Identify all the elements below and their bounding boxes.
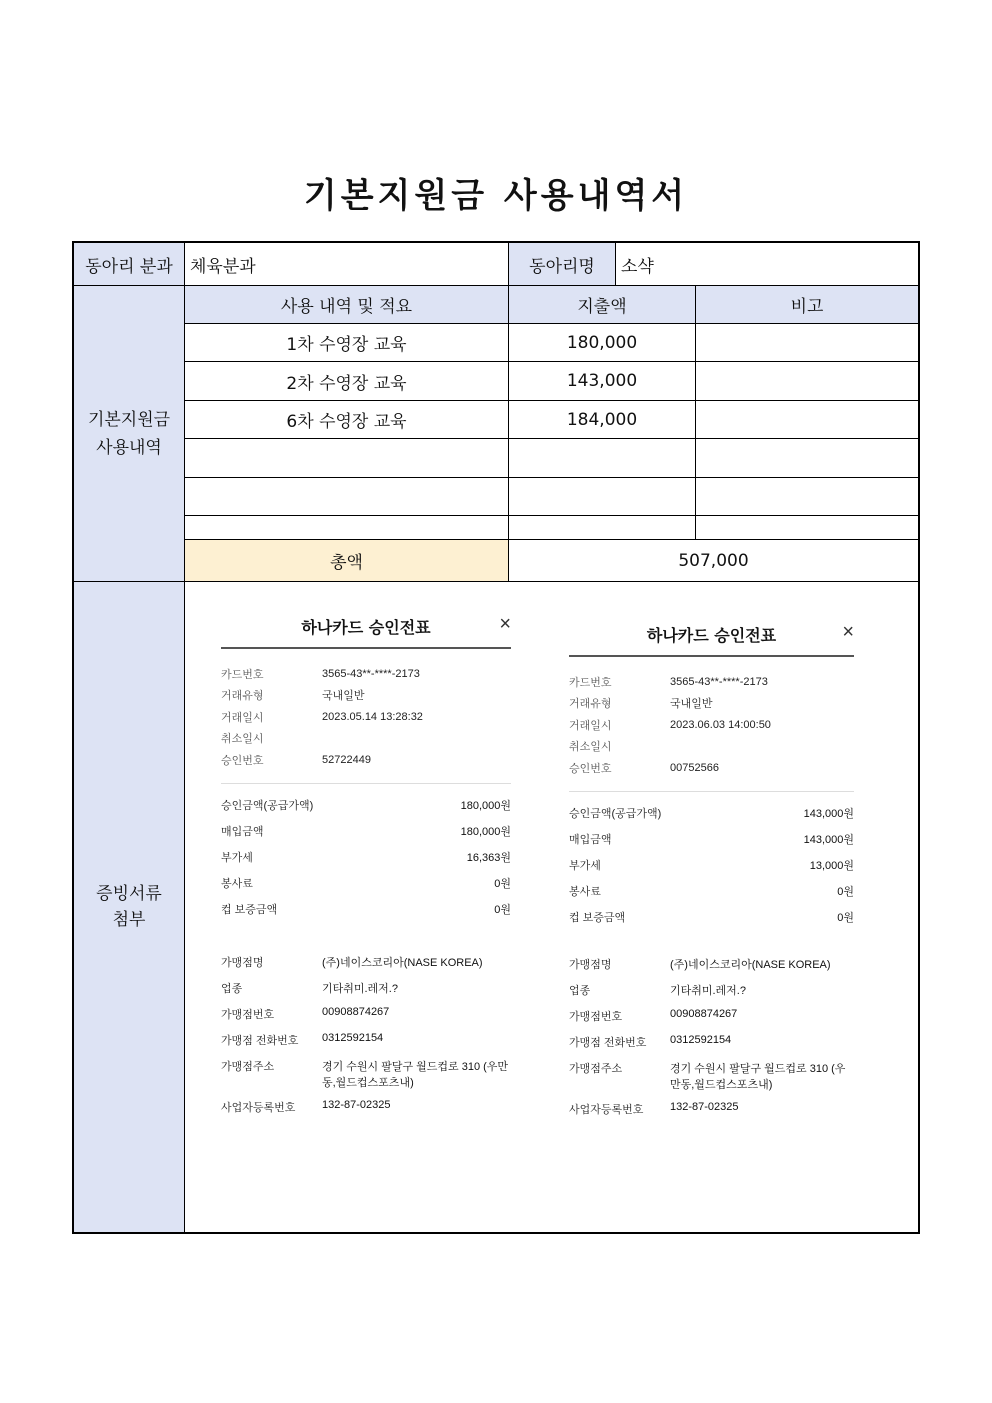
- amount-value: 0원: [494, 877, 511, 890]
- info-value: 국내일반: [670, 698, 713, 711]
- merchant-label: 가맹점 전화번호: [221, 1034, 299, 1047]
- receipt-amount-row: [569, 852, 854, 878]
- receipt-info-row: [569, 736, 854, 758]
- table-row-3-description: 6차 수영장 교육: [185, 401, 509, 439]
- amount-value: 180,000원: [460, 799, 511, 812]
- receipt-merchant-row: [569, 1028, 854, 1054]
- receipt-info-row: [221, 706, 511, 728]
- close-icon[interactable]: ×: [842, 621, 854, 643]
- info-label: 거래일시: [221, 711, 264, 724]
- amount-label: 봉사료: [569, 885, 601, 898]
- table-row-2-note: [696, 362, 918, 401]
- table-row-5-description: [185, 478, 509, 516]
- table-row-2-description: 2차 수영장 교육: [185, 362, 509, 401]
- table-row-4-amount: [509, 439, 696, 478]
- receipt-header: [569, 617, 854, 657]
- receipt-info-row: [221, 663, 511, 685]
- receipt-info-row: [221, 685, 511, 707]
- info-label: 취소일시: [569, 741, 612, 754]
- column-header-amount: 지출액: [509, 286, 696, 324]
- amount-value: 143,000원: [803, 807, 854, 820]
- info-value: 00752566: [670, 761, 719, 774]
- column-header-note: 비고: [696, 286, 918, 324]
- receipt-amount-row: [221, 844, 511, 870]
- receipt-merchant-row: [221, 1093, 511, 1119]
- receipt-amount-row: [569, 904, 854, 930]
- amount-value: 143,000원: [803, 833, 854, 846]
- receipt-merchant-row: [569, 1002, 854, 1028]
- merchant-label: 사업자등록번호: [221, 1101, 296, 1114]
- club-division-label: 동아리 분과: [74, 243, 185, 286]
- usage-section-label-line1: 기본지원금: [87, 409, 171, 430]
- receipt-amount-row: [221, 896, 511, 922]
- amount-label: 부가세: [221, 851, 253, 864]
- receipt-title: 하나카드 승인전표: [646, 626, 777, 645]
- total-label: 총액: [185, 540, 509, 582]
- merchant-value: 경기 수원시 팔달구 월드컵로 310 (우만동,월드컵스포츠내): [670, 1062, 846, 1091]
- receipt-info-row: [569, 693, 854, 715]
- merchant-value: 0312592154: [322, 1031, 384, 1044]
- info-label: 거래유형: [569, 698, 612, 711]
- table-row-4-description: [185, 439, 509, 478]
- table-row-1-description: 1차 수영장 교육: [185, 324, 509, 362]
- merchant-value: 기타취미.레저.?: [322, 982, 398, 995]
- column-header-description: 사용 내역 및 적요: [185, 286, 509, 324]
- merchant-value: (주)네이스코리아(NASE KOREA): [670, 958, 831, 971]
- receipt-title: 하나카드 승인전표: [301, 618, 431, 637]
- receipt-amount-row: [569, 800, 854, 826]
- amount-label: 매입금액: [221, 825, 264, 838]
- table-row-6-amount: [509, 516, 696, 540]
- merchant-value: 132-87-02325: [322, 1098, 391, 1111]
- table-row-6-note: [696, 516, 918, 540]
- merchant-label: 업종: [569, 984, 591, 997]
- amount-value: 0원: [837, 911, 854, 924]
- merchant-value: 기타취미.레저.?: [670, 984, 746, 997]
- table-row-3-note: [696, 401, 918, 439]
- info-label: 거래일시: [569, 719, 612, 732]
- receipt-amount-row: [221, 870, 511, 896]
- merchant-value: (주)네이스코리아(NASE KOREA): [322, 956, 483, 969]
- amount-value: 180,000원: [460, 825, 511, 838]
- receipt-info-row: [569, 714, 854, 736]
- receipt-merchant-row: [569, 950, 854, 976]
- table-row-5-amount: [509, 478, 696, 516]
- info-value: 2023.06.03 14:00:50: [670, 718, 771, 731]
- card-receipt-2: [569, 617, 854, 1121]
- merchant-value: 경기 수원시 팔달구 월드컵로 310 (우만동,월드컵스포츠내): [322, 1060, 509, 1089]
- amount-label: 봉사료: [221, 877, 253, 890]
- receipt-header: [221, 609, 511, 649]
- merchant-label: 사업자등록번호: [569, 1103, 644, 1116]
- merchant-label: 가맹점명: [569, 958, 612, 971]
- receipt-merchant-row: [221, 1000, 511, 1026]
- evidence-section-label-line2: 첨부: [112, 910, 146, 930]
- receipt-merchant-row: [221, 974, 511, 1000]
- merchant-label: 업종: [221, 982, 243, 995]
- info-label: 카드번호: [569, 676, 612, 689]
- divider: [221, 783, 511, 784]
- info-value: 52722449: [322, 753, 371, 766]
- receipt-merchant-row: [221, 1026, 511, 1052]
- amount-label: 컵 보증금액: [569, 911, 626, 924]
- info-label: 취소일시: [221, 733, 264, 746]
- merchant-label: 가맹점주소: [221, 1060, 275, 1073]
- merchant-label: 가맹점 전화번호: [569, 1036, 647, 1049]
- amount-label: 승인금액(공급가액): [569, 807, 662, 820]
- merchant-value: 0312592154: [670, 1033, 732, 1046]
- info-value: 국내일반: [322, 690, 365, 703]
- usage-report-table: [72, 241, 920, 1234]
- amount-label: 승인금액(공급가액): [221, 799, 314, 812]
- merchant-label: 가맹점번호: [221, 1008, 275, 1021]
- table-row-1-note: [696, 324, 918, 362]
- merchant-value: 00908874267: [670, 1007, 738, 1020]
- receipt-amount-row: [221, 792, 511, 818]
- receipt-amount-row: [221, 818, 511, 844]
- club-name-value: 소샥: [616, 243, 918, 286]
- amount-value: 13,000원: [809, 859, 854, 872]
- receipt-merchant-row: [569, 1095, 854, 1121]
- club-name-label: 동아리명: [509, 243, 616, 286]
- info-value: 3565-43**-****-2173: [322, 667, 420, 680]
- receipt-info-row: [569, 757, 854, 779]
- merchant-label: 가맹점명: [221, 956, 264, 969]
- table-row-5-note: [696, 478, 918, 516]
- info-value: 2023.05.14 13:28:32: [322, 710, 423, 723]
- receipt-merchant-row: [221, 1052, 511, 1093]
- merchant-value: 00908874267: [322, 1005, 390, 1018]
- total-value: 507,000: [509, 540, 918, 582]
- divider: [569, 791, 854, 792]
- close-icon[interactable]: ×: [499, 613, 511, 635]
- table-row-4-note: [696, 439, 918, 478]
- table-row-3-amount: 184,000: [509, 401, 696, 439]
- amount-label: 부가세: [569, 859, 601, 872]
- document-title: 기본지원금 사용내역서: [303, 176, 689, 216]
- table-row-2-amount: 143,000: [509, 362, 696, 401]
- amount-label: 매입금액: [569, 833, 612, 846]
- merchant-value: 132-87-02325: [670, 1100, 739, 1113]
- receipt-info-row: [221, 749, 511, 771]
- table-row-6-description: [185, 516, 509, 540]
- receipt-merchant-row: [221, 948, 511, 974]
- receipt-merchant-row: [569, 1054, 854, 1095]
- info-label: 카드번호: [221, 668, 264, 681]
- receipt-amount-row: [569, 826, 854, 852]
- receipt-info-row: [221, 728, 511, 750]
- info-value: 3565-43**-****-2173: [670, 675, 768, 688]
- info-label: 승인번호: [569, 762, 612, 775]
- receipt-info-row: [569, 671, 854, 693]
- amount-value: 0원: [837, 885, 854, 898]
- merchant-label: 가맹점주소: [569, 1062, 623, 1075]
- table-row-1-amount: 180,000: [509, 324, 696, 362]
- evidence-section-label-line1: 증빙서류: [96, 884, 162, 904]
- receipt-merchant-row: [569, 976, 854, 1002]
- club-division-value: 체육분과: [185, 243, 509, 286]
- amount-label: 컵 보증금액: [221, 903, 278, 916]
- receipt-amount-row: [569, 878, 854, 904]
- card-receipt-1: [221, 609, 511, 1119]
- info-label: 승인번호: [221, 754, 264, 767]
- usage-section-label: [74, 286, 185, 582]
- evidence-section-label: [74, 582, 185, 1232]
- amount-value: 16,363원: [466, 851, 511, 864]
- usage-section-label-line2: 사용내역: [96, 437, 162, 458]
- amount-value: 0원: [494, 903, 511, 916]
- info-label: 거래유형: [221, 690, 264, 703]
- merchant-label: 가맹점번호: [569, 1010, 623, 1023]
